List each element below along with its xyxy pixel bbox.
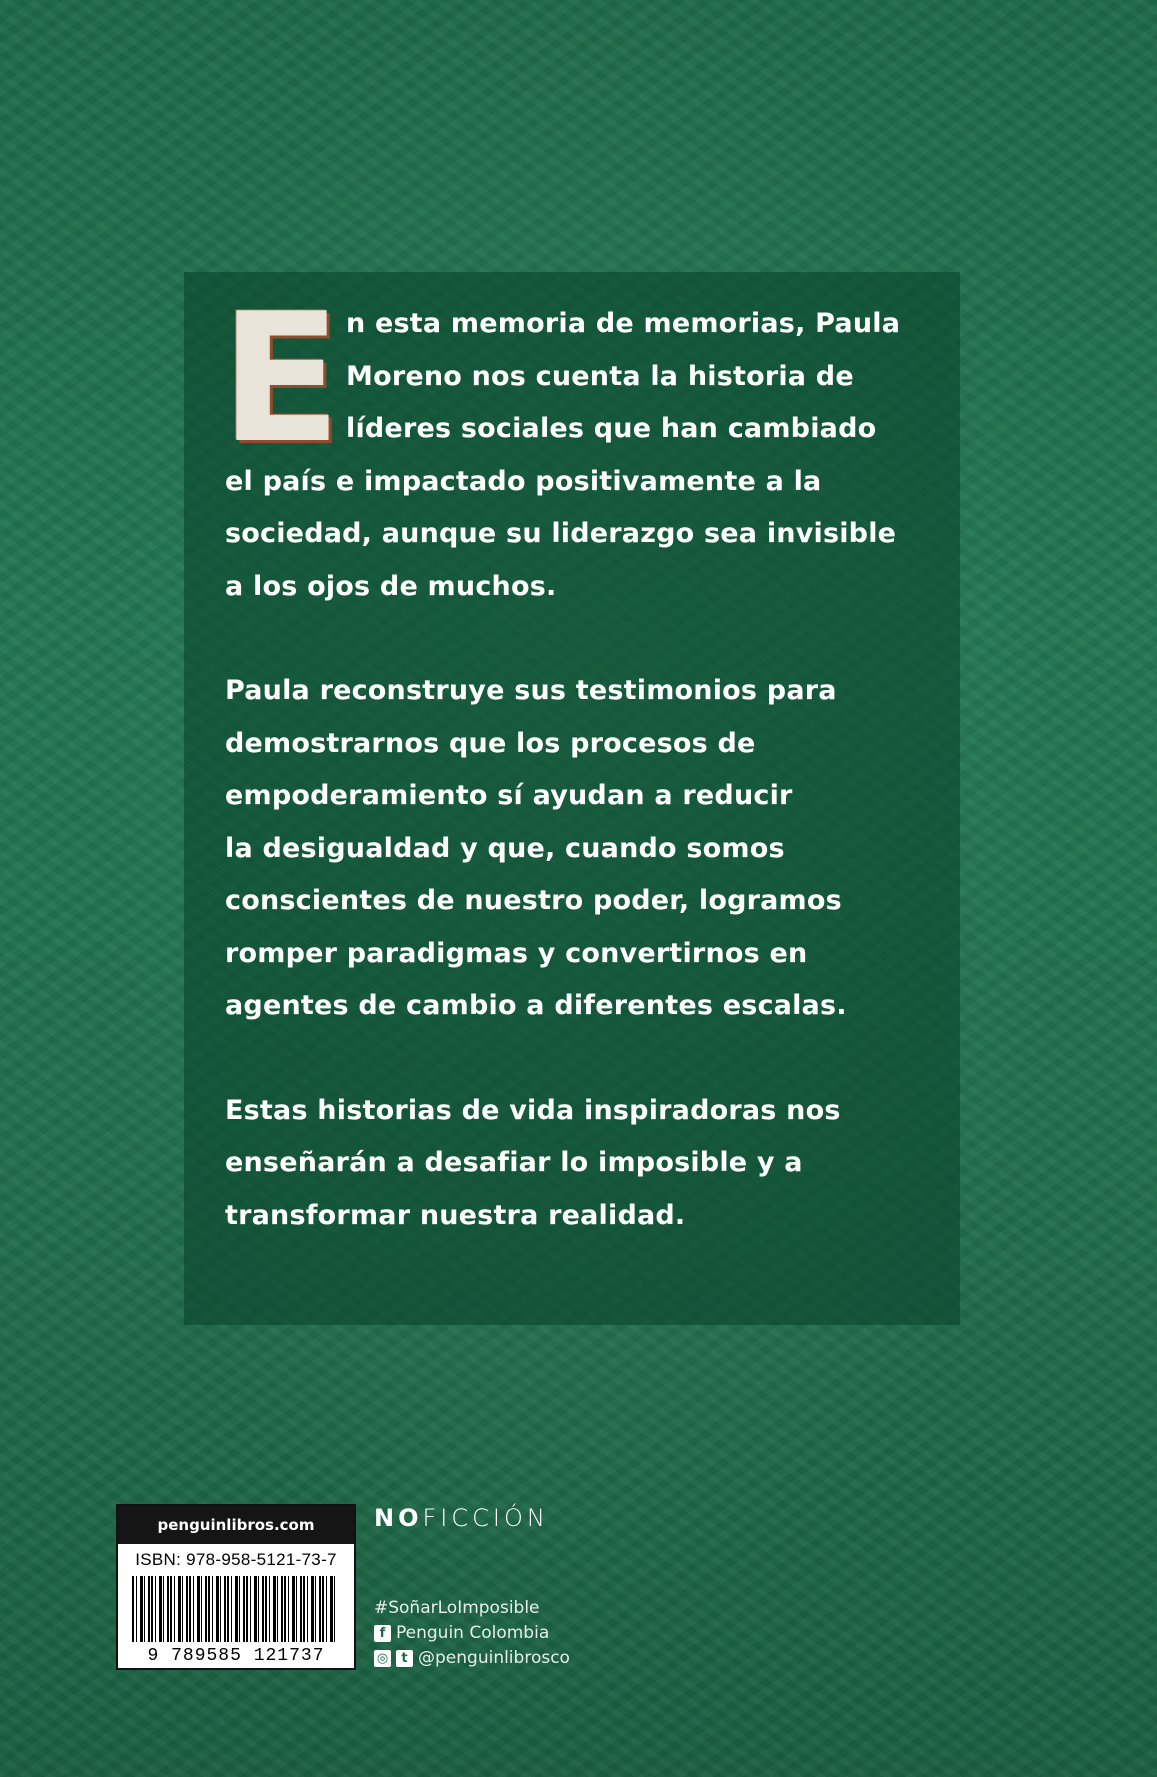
drop-cap: E xyxy=(220,275,342,482)
facebook-name: Penguin Colombia xyxy=(396,1623,550,1643)
collection-light: FICCIÓN xyxy=(422,1504,549,1532)
instagram-icon: ◎ xyxy=(374,1650,391,1667)
barcode-digits: 9 789585 121737 xyxy=(118,1644,354,1668)
blurb-line: líderes sociales que han cambiado xyxy=(346,413,877,444)
blurb-text xyxy=(220,275,945,1242)
facebook-row xyxy=(374,1621,570,1646)
hashtag: #SoñarLoImposible xyxy=(374,1598,540,1618)
twitter-icon: t xyxy=(396,1650,413,1667)
hashtag-row xyxy=(374,1596,570,1621)
blurb-paragraph-1 xyxy=(220,275,945,613)
blurb-paragraph-3 xyxy=(225,1085,945,1243)
social-links xyxy=(374,1596,570,1671)
social-handle: @penguinlibrosco xyxy=(418,1648,570,1668)
blurb-line: conscientes de nuestro poder, logramos xyxy=(225,885,842,916)
barcode-bars xyxy=(132,1576,338,1642)
handle-row xyxy=(374,1646,570,1671)
barcode-box xyxy=(116,1504,356,1670)
blurb-line: Estas historias de vida inspiradoras nos xyxy=(225,1094,841,1126)
blurb-paragraph-2 xyxy=(225,665,945,1033)
collection-bold: NO xyxy=(374,1504,423,1532)
blurb-line: la desigualdad y que, cuando somos xyxy=(225,832,785,864)
blurb-line: demostrarnos que los procesos de xyxy=(225,727,756,759)
blurb-line: Moreno nos cuenta la historia de xyxy=(346,360,854,392)
blurb-line: n esta memoria de memorias, Paula xyxy=(346,308,901,339)
blurb-line: agentes de cambio a diferentes escalas. xyxy=(225,990,847,1021)
blurb-line: empoderamiento sí ayudan a reducir xyxy=(225,780,793,811)
collection-label xyxy=(374,1504,549,1532)
blurb-line: sociedad, aunque su liderazgo sea invisible xyxy=(225,518,897,549)
blurb-line: transformar nuestra realidad. xyxy=(225,1199,686,1231)
blurb-line: el país e impactado positivamente a la xyxy=(225,465,822,497)
blurb-line: enseñarán a desafiar lo imposible y a xyxy=(225,1147,803,1178)
facebook-icon: f xyxy=(374,1625,391,1642)
blurb-line: Paula reconstruye sus testimonios para xyxy=(225,675,837,706)
blurb-line: a los ojos de muchos. xyxy=(225,570,557,602)
website-label: penguinlibros.com xyxy=(118,1506,354,1544)
blurb-line: romper paradigmas y convertirnos en xyxy=(225,937,808,969)
isbn-label: ISBN: 978-958-5121-73-7 xyxy=(135,1550,337,1569)
